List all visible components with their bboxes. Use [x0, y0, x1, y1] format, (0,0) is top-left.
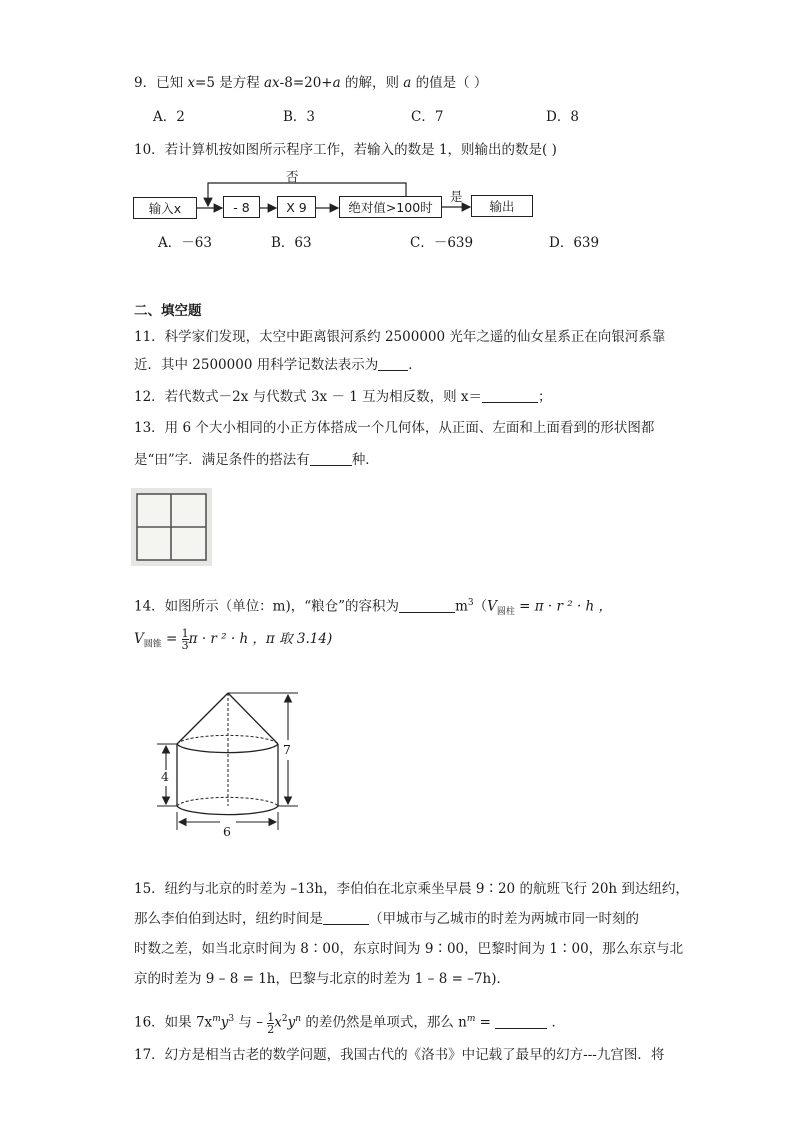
q9-option-a[interactable]: A．2 [153, 109, 185, 125]
q9-option-c[interactable]: C．7 [411, 109, 444, 125]
granary-cylinder-height-label: 4 [161, 769, 169, 784]
flow-input-box: 输入x [133, 197, 197, 219]
q12-stem: 12．若代数式－2x 与代数式 3x － 1 互为相反数，则 x＝ ； [134, 389, 552, 405]
q16-stem: 16．如果 $7x^my^3$ 与 – $\frac{1}{2}$ $x^2y^n$ 的差仍然是单项式，那么 $n^m$ = ． [134, 1010, 566, 1036]
q10-option-d[interactable]: D．639 [549, 235, 600, 251]
section-fill-in-heading: 二、填空题 [134, 303, 202, 319]
q11-line1: 11．科学家们发现，太空中距离银河系约 2500000 光年之遥的仙女星系正在向银河系靠 [134, 329, 666, 345]
q9-option-b[interactable]: B．3 [283, 109, 316, 125]
q9-stem: 9．已知 x=5 是方程 ax-8=20+a 的解，则 a 的值是（ ） [134, 75, 488, 91]
q11-line2: 近．其中 2500000 用科学记数法表示为 ． [134, 357, 422, 373]
q10-option-a[interactable]: A．－63 [158, 235, 212, 251]
q15-line3: 时数之差，如当北京时间为 8∶00，东京时间为 9∶00，巴黎时间为 1∶00，那么东京与北 [134, 941, 684, 957]
q15-answer-blank[interactable] [323, 910, 369, 925]
q15-line4: 京的时差为 9 – 8 = 1h，巴黎与北京的时差为 1 – 8 = –7h)． [134, 971, 510, 987]
flow-output-box: 输出 [471, 195, 533, 217]
q10-option-b[interactable]: B．63 [271, 235, 312, 251]
granary-diameter-label: 6 [223, 824, 231, 839]
q15-line2: 那么李伯伯到达时，纽约时间是 （甲城市与乙城市的时差为两城市同一时刻的 [134, 911, 639, 927]
q10-option-c[interactable]: C．－639 [410, 235, 474, 251]
q10-stem: 10．若计算机按如图所示程序工作，若输入的数是 1，则输出的数是( ) [134, 142, 557, 158]
flow-yes-label: 是 [450, 189, 463, 204]
flow-no-label: 否 [286, 169, 299, 184]
q13-line1: 13．用 6 个大小相同的小正方体搭成一个几何体，从正面、左面和上面看到的形状图都 [134, 420, 655, 436]
flow-condition-box: 绝对值>100时 [339, 196, 442, 218]
q15-line1: 15．纽约与北京的时差为 –13h，李伯伯在北京乘坐早晨 9∶20 的航班飞行 20h 到达纽约， [134, 881, 689, 897]
granary-total-height-label: 7 [283, 742, 291, 757]
q14-line2: $V_{圆锥}$ = $\frac{1}{3}$ π · r ² · h ，π 取 3.14) [134, 627, 333, 652]
q16-answer-blank[interactable] [495, 1014, 547, 1029]
flow-minus-8-box: - 8 [223, 196, 260, 218]
q13-line2: 是“田”字．满足条件的搭法有 种． [134, 452, 379, 468]
q17-line1: 17．幻方是相当古老的数学问题，我国古代的《洛书》中记载了最早的幻方---九宫图．将 [134, 1047, 665, 1063]
flow-times-9-box: X 9 [277, 196, 316, 218]
q9-option-d[interactable]: D．8 [546, 109, 579, 125]
q14-line1: 14．如图所示（单位：m)，“粮仓”的容积为 $m^3(V_{圆柱} = \pi \cdot r$ ² · h ， [134, 598, 613, 618]
